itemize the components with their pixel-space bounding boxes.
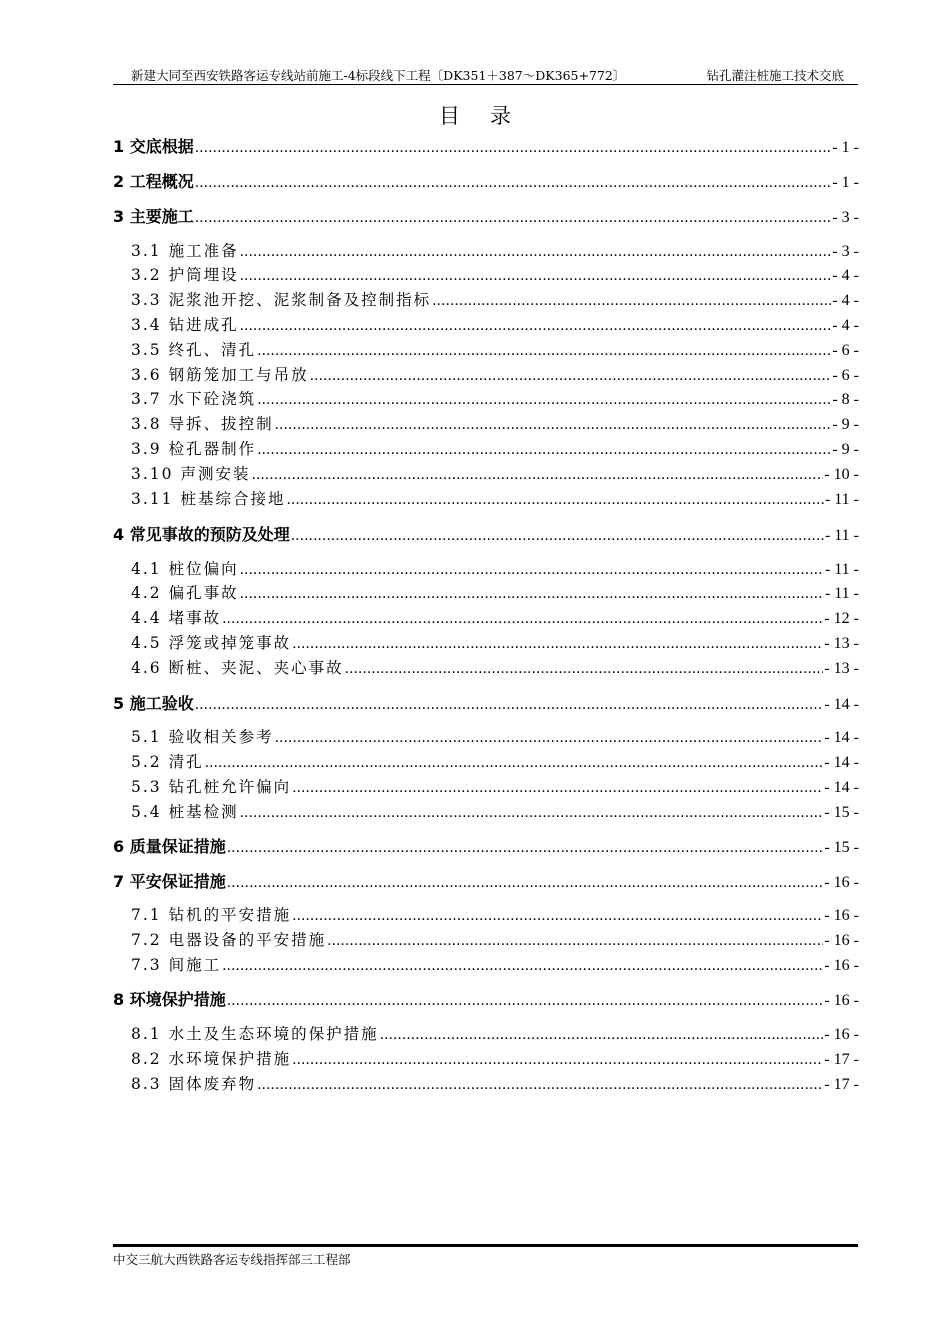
toc-entry-label: 3.2 护筒埋设 xyxy=(131,266,239,284)
toc-leader-dots xyxy=(257,442,831,458)
toc-entry-page: - 16 - xyxy=(824,957,859,974)
toc-leader-dots xyxy=(327,933,823,949)
toc-entry-subsection[interactable] xyxy=(113,239,859,261)
toc-entry-label: 5.4 桩基检测 xyxy=(131,803,239,821)
toc-entry-subsection[interactable] xyxy=(113,263,859,285)
toc-entry-subsection[interactable] xyxy=(113,338,859,360)
toc-entry-label: 3.5 终孔、清孔 xyxy=(131,341,257,359)
toc-entry-label: 5.3 钻孔桩允许偏向 xyxy=(131,778,292,796)
toc-leader-dots xyxy=(432,293,831,309)
toc-entry-page: - 6 - xyxy=(832,367,859,384)
toc-entry-subsection[interactable] xyxy=(113,1047,859,1069)
toc-leader-dots xyxy=(380,1027,824,1043)
toc-leader-dots xyxy=(222,958,823,974)
toc-leader-dots xyxy=(345,661,824,677)
toc-entry-section[interactable] xyxy=(113,691,859,714)
toc-entry-label: 8 环境保护措施 xyxy=(113,990,226,1009)
toc-leader-dots xyxy=(240,318,832,334)
toc-leader-dots xyxy=(195,140,832,156)
toc-entry-page: - 16 - xyxy=(824,932,859,949)
toc-entry-subsection[interactable] xyxy=(113,363,859,385)
toc-entry-label: 7.3 间施工 xyxy=(131,956,222,974)
toc-entry-section[interactable] xyxy=(113,834,859,857)
toc-entry-label: 2 工程概况 xyxy=(113,172,194,191)
toc-entry-label: 3.4 钻进成孔 xyxy=(131,316,239,334)
toc-entry-label: 7.2 电器设备的平安措施 xyxy=(131,931,327,949)
toc-entry-page: - 9 - xyxy=(832,441,859,458)
toc-entry-section[interactable] xyxy=(113,204,859,227)
toc-entry-subsection[interactable] xyxy=(113,953,859,975)
toc-entry-subsection[interactable] xyxy=(113,313,859,335)
toc-entry-label: 3 主要施工 xyxy=(113,207,194,226)
toc-entry-label: 3.10 声测安装 xyxy=(131,465,251,483)
toc-leader-dots xyxy=(275,730,824,746)
toc-leader-dots xyxy=(286,492,823,508)
toc-entry-subsection[interactable] xyxy=(113,750,859,772)
footer-org: 中交三航大西铁路客运专线指挥部三工程部 xyxy=(113,1252,351,1267)
toc-entry-page: - 14 - xyxy=(824,754,859,771)
toc-leader-dots xyxy=(195,175,832,191)
toc-entry-subsection[interactable] xyxy=(113,387,859,409)
toc-entry-subsection[interactable] xyxy=(113,725,859,747)
toc-entry-page: - 14 - xyxy=(824,729,859,746)
toc-entry-label: 8.2 水环境保护措施 xyxy=(131,1050,292,1068)
toc-leader-dots xyxy=(240,586,824,602)
toc-entry-label: 8.1 水土及生态环境的保护措施 xyxy=(131,1025,379,1043)
toc-entry-page: - 16 - xyxy=(824,907,859,924)
page-header xyxy=(113,64,858,84)
toc-entry-section[interactable] xyxy=(113,134,859,157)
toc-entry-subsection[interactable] xyxy=(113,557,859,579)
toc-entry-label: 3.6 钢筋笼加工与吊放 xyxy=(131,366,309,384)
toc-leader-dots xyxy=(240,562,824,578)
toc-leader-dots xyxy=(291,528,824,544)
toc-leader-dots xyxy=(195,210,832,226)
toc-entry-label: 4.5 浮笼或掉笼事故 xyxy=(131,634,292,652)
toc-entry-page: - 6 - xyxy=(832,342,859,359)
toc-entry-label: 3.7 水下砼浇筑 xyxy=(131,390,257,408)
toc-entry-label: 4.1 桩位偏向 xyxy=(131,560,239,578)
toc-leader-dots xyxy=(240,805,824,821)
toc-leader-dots xyxy=(205,755,824,771)
toc-entry-subsection[interactable] xyxy=(113,606,859,628)
toc-entry-subsection[interactable] xyxy=(113,581,859,603)
toc-entry-page: - 17 - xyxy=(824,1076,859,1093)
toc-entry-subsection[interactable] xyxy=(113,1072,859,1094)
toc-entry-page: - 13 - xyxy=(824,660,859,677)
header-rule xyxy=(113,84,858,85)
toc-entry-page: - 14 - xyxy=(824,779,859,796)
toc-entry-subsection[interactable] xyxy=(113,412,859,434)
toc-entry-page: - 1 - xyxy=(832,139,859,156)
toc-entry-subsection[interactable] xyxy=(113,487,859,509)
toc-entry-label: 3.8 导拆、拔控制 xyxy=(131,415,274,433)
toc-entry-label: 4.4 堵事故 xyxy=(131,609,222,627)
toc-entry-label: 3.3 泥浆池开挖、泥浆制备及控制指标 xyxy=(131,291,432,309)
toc-leader-dots xyxy=(240,268,832,284)
toc-entry-label: 7 平安保证措施 xyxy=(113,872,226,891)
toc-leader-dots xyxy=(222,611,823,627)
toc-leader-dots xyxy=(227,875,824,891)
toc-leader-dots xyxy=(275,417,832,433)
toc-leader-dots xyxy=(227,993,824,1009)
toc-entry-page: - 16 - xyxy=(824,992,859,1009)
toc-entry-label: 4.2 偏孔事故 xyxy=(131,584,239,602)
toc-entry-page: - 11 - xyxy=(824,585,859,602)
footer-rule xyxy=(113,1244,858,1247)
toc-entry-subsection[interactable] xyxy=(113,288,859,310)
toc-entry-label: 3.11 桩基综合接地 xyxy=(131,490,286,508)
toc-entry-label: 8.3 固体废弃物 xyxy=(131,1075,257,1093)
toc-leader-dots xyxy=(292,636,823,652)
toc-leader-dots xyxy=(310,368,832,384)
toc-entry-label: 4.6 断桩、夹泥、夹心事故 xyxy=(131,659,344,677)
toc-entry-page: - 1 - xyxy=(832,174,859,191)
toc-entry-page: - 15 - xyxy=(824,804,859,821)
toc-entry-page: - 4 - xyxy=(832,292,859,309)
toc-entry-label: 1 交底根据 xyxy=(113,137,194,156)
toc-entry-label: 6 质量保证措施 xyxy=(113,837,226,856)
toc-entry-label: 3.1 施工准备 xyxy=(131,242,239,260)
toc-leader-dots xyxy=(251,467,823,483)
toc-entry-label: 7.1 钻机的平安措施 xyxy=(131,906,292,924)
toc-entry-page: - 3 - xyxy=(832,243,859,260)
toc-entry-subsection[interactable] xyxy=(113,903,859,925)
toc-entry-page: - 3 - xyxy=(832,209,859,226)
toc-entry-section[interactable] xyxy=(113,169,859,192)
toc-entry-label: 4 常见事故的预防及处理 xyxy=(113,525,290,544)
toc-entry-section[interactable] xyxy=(113,869,859,892)
toc-entry-page: - 12 - xyxy=(824,610,859,627)
toc-entry-page: - 15 - xyxy=(824,839,859,856)
toc-title: 目录 xyxy=(439,104,541,128)
toc-entry-section[interactable] xyxy=(113,987,859,1010)
toc-entry-page: - 9 - xyxy=(832,416,859,433)
toc-entry-page: - 11 - xyxy=(824,491,859,508)
toc-entry-page: - 11 - xyxy=(824,561,859,578)
toc-entry-section[interactable] xyxy=(113,522,859,545)
toc-leader-dots xyxy=(257,1077,823,1093)
toc-entry-page: - 4 - xyxy=(832,317,859,334)
toc-leader-dots xyxy=(257,343,831,359)
toc-entry-page: - 4 - xyxy=(832,267,859,284)
toc-leader-dots xyxy=(292,908,823,924)
toc-leader-dots xyxy=(227,840,824,856)
toc-entry-subsection[interactable] xyxy=(113,775,859,797)
toc-entry-page: - 11 - xyxy=(824,527,859,544)
toc-entry-subsection[interactable] xyxy=(113,631,859,653)
toc-entry-page: - 16 - xyxy=(824,874,859,891)
toc-entry-page: - 10 - xyxy=(824,466,859,483)
toc-entry-label: 5 施工验收 xyxy=(113,694,194,713)
toc-entry-subsection[interactable] xyxy=(113,1022,859,1044)
toc-leader-dots xyxy=(292,780,823,796)
toc-entry-label: 3.9 检孔器制作 xyxy=(131,440,257,458)
toc-entry-subsection[interactable] xyxy=(113,462,859,484)
toc-entry-page: - 13 - xyxy=(824,635,859,652)
toc-entry-subsection[interactable] xyxy=(113,800,859,822)
toc-entry-page: - 17 - xyxy=(824,1051,859,1068)
toc-entry-page: - 16 - xyxy=(824,1026,859,1043)
toc-leader-dots xyxy=(257,392,831,408)
header-doc-title: 钻孔灌注桩施工技术交底 xyxy=(706,68,844,83)
toc-entry-subsection[interactable] xyxy=(113,437,859,459)
toc-leader-dots xyxy=(240,244,832,260)
toc-entry-subsection[interactable] xyxy=(113,928,859,950)
toc-entry-subsection[interactable] xyxy=(113,656,859,678)
toc-entry-page: - 14 - xyxy=(824,696,859,713)
toc-entry-label: 5.2 清孔 xyxy=(131,753,204,771)
toc-leader-dots xyxy=(292,1052,823,1068)
header-project: 新建大同至西安铁路客运专线站前施工-4标段线下工程〔DK351＋387～DK365+772〕 xyxy=(131,68,626,83)
toc-leader-dots xyxy=(195,697,824,713)
toc-entry-label: 5.1 验收相关参考 xyxy=(131,728,274,746)
toc-entry-page: - 8 - xyxy=(832,391,859,408)
